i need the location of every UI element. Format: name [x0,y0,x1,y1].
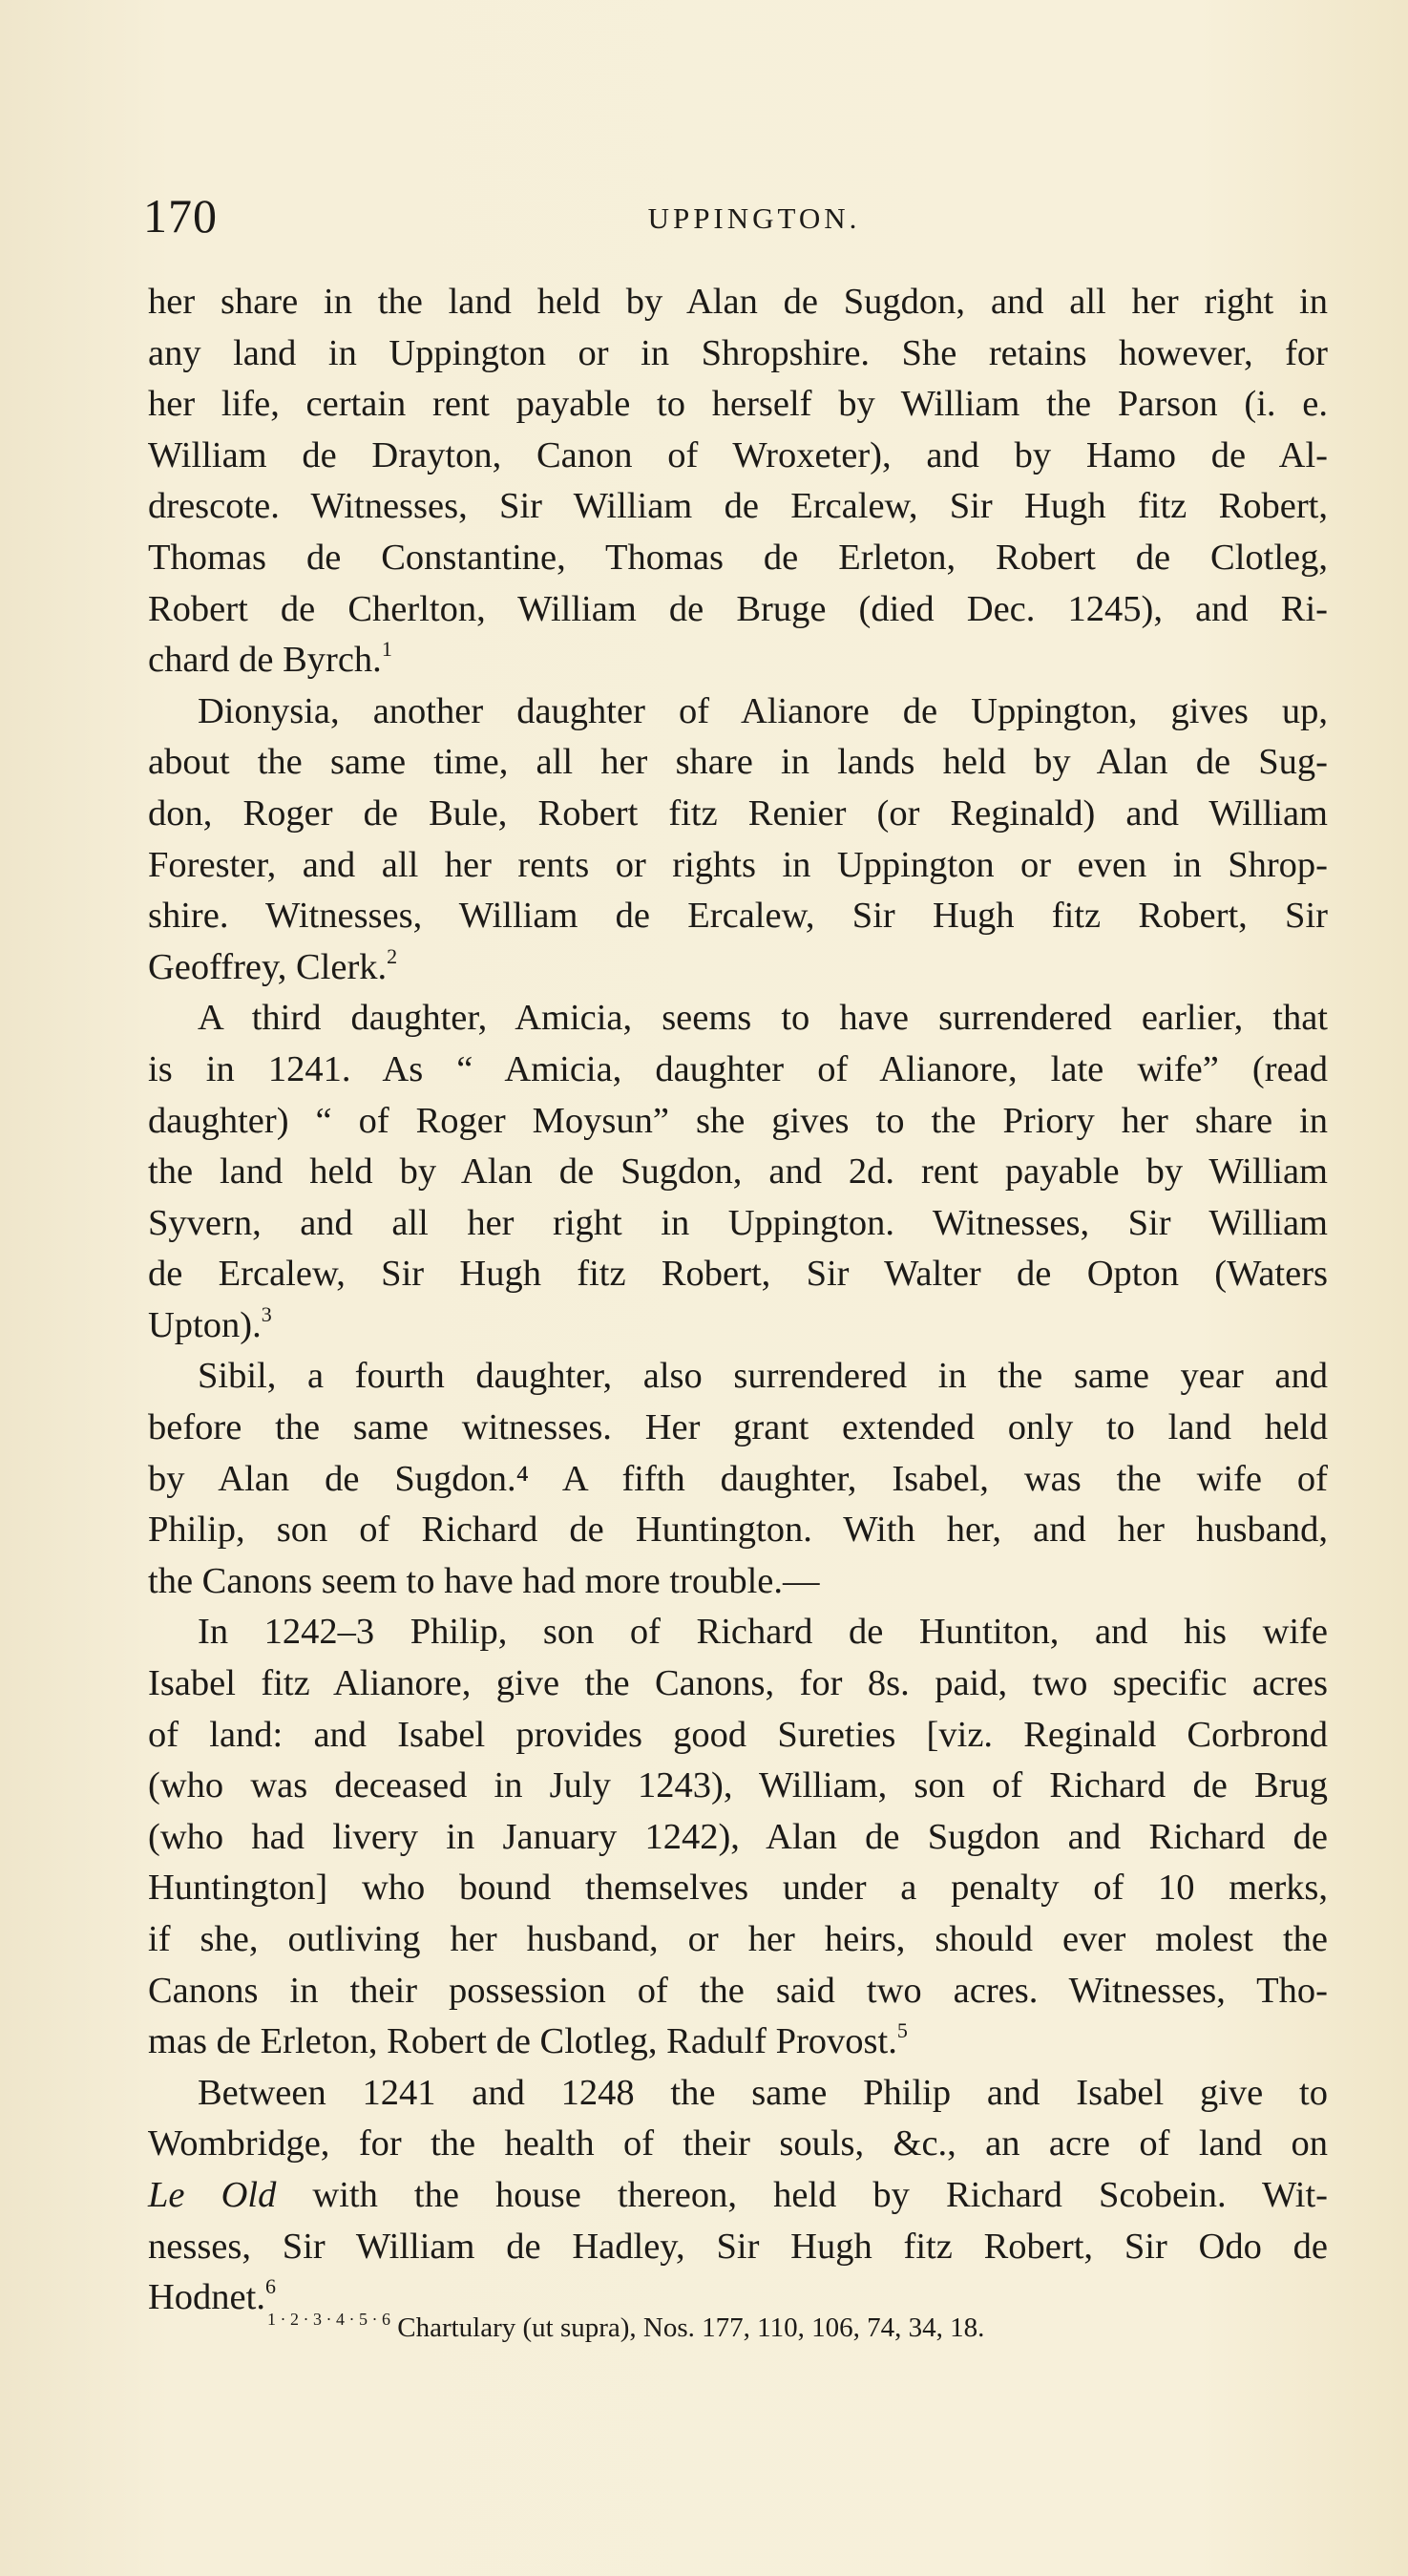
text-line: if she, outliving her husband, or her heirs, should ever molest the [148,1919,1328,1959]
line-text: mas de Erleton, Robert de Clotleg, Radulf Provost. [148,2021,897,2062]
paragraph [148,2068,1328,2324]
text-line: Isabel fitz Alianore, give the Canons, for 8s. paid, two specific acres [148,1663,1328,1704]
text-line: don, Roger de Bule, Robert fitz Renier (or Reginald) and William [148,792,1328,834]
text-line: Canons in their possession of the said two acres. Witnesses, Tho- [148,1970,1328,2011]
text-line: William de Drayton, Canon of Wroxeter), and by Hamo de Al- [148,434,1328,475]
text-line [148,2170,1328,2222]
text-line: Between 1241 and 1248 the same Philip and Isabel give to [198,2072,1328,2113]
text-line: Syvern, and all her right in Uppington. Witnesses, Sir William [148,1202,1328,1243]
text-line: Wombridge, for the health of their souls, &c., an acre of land on [148,2123,1328,2164]
text-line: about the same time, all her share in lands held by Alan de Sug- [148,742,1328,783]
text-line: of land: and Isabel provides good Sureties [viz. Reginald Corbrond [148,1714,1328,1755]
text-line: drescote. Witnesses, Sir William de Ercalew, Sir Hugh fitz Robert, [148,486,1328,527]
text-line: her share in the land held by Alan de Sugdon, and all her right in [148,282,1328,322]
text-line: de Ercalew, Sir Hugh fitz Robert, Sir Walter de Opton (Waters [148,1254,1328,1295]
text-line: daughter) “ of Roger Moysun” she gives to the Priory her share in [148,1100,1328,1141]
text-line: nesses, Sir William de Hadley, Sir Hugh fitz Robert, Sir Odo de [148,2226,1328,2267]
text-line: (who had livery in January 1242), Alan de Sugdon and Richard de [148,1816,1328,1857]
text-line: In 1242–3 Philip, son of Richard de Huntiton, and his wife [198,1612,1328,1653]
text-line: is in 1241. As “ Amicia, daughter of Alianore, late wife” (read [148,1048,1328,1089]
text-line [148,1300,1328,1352]
text-line [148,942,1328,994]
paragraph [148,277,1328,686]
text-line: Robert de Cherlton, William de Bruge (died Dec. 1245), and Ri- [148,588,1328,629]
footnote-ref: 6 [264,2274,276,2299]
text-line: any land in Uppington or in Shropshire. She retains however, for [148,332,1328,373]
text-line: A third daughter, Amicia, seems to have surrendered earlier, that [198,998,1328,1039]
footnote-ref: 2 [387,943,398,968]
paragraph [148,686,1328,994]
footnote-ref: 1 [381,637,392,662]
footnote-ref: 5 [896,2018,908,2043]
line-text: Geoffrey, Clerk. [148,946,388,987]
italic-place-name: Le Old [148,2174,277,2215]
footnote-marks: 1 · 2 · 3 · 4 · 5 · 6 [267,2310,390,2330]
line-text: Upton). [148,1304,262,1345]
text-line: Sibil, a fourth daughter, also surrendered in the same year and [198,1356,1328,1397]
text-line: her life, certain rent payable to herself by William the Parson (i. e. [148,384,1328,425]
footnote-ref: 3 [261,1302,272,1327]
text-line: Dionysia, another daughter of Alianore de Uppington, gives up, [198,690,1328,731]
text-line: by Alan de Sugdon.⁴ A fifth daughter, Isabel, was the wife of [148,1458,1328,1499]
footnote-text: Chartulary (ut supra), Nos. 177, 110, 106, 74, 34, 18. [397,2312,985,2343]
paragraph [148,993,1328,1351]
paragraph [148,1607,1328,2067]
text-line: Huntington] who bound themselves under a penalty of 10 merks, [148,1868,1328,1909]
text-line [148,635,1328,686]
text-line: Forester, and all her rents or rights in Uppington or even in Shrop- [148,844,1328,885]
text-line: the land held by Alan de Sugdon, and 2d. rent payable by William [148,1151,1328,1193]
line-text: Hodnet. [148,2277,265,2318]
text-line: (who was deceased in July 1243), William, son of Richard de Brug [148,1765,1328,1806]
line-text: with the house thereon, held by Richard Scobein. Wit- [276,2174,1328,2215]
page-header [143,187,1327,244]
page-number: 170 [143,189,218,243]
text-line: before the same witnesses. Her grant extended only to land held [148,1407,1328,1448]
text-line: Thomas de Constantine, Thomas de Erleton, Robert de Clotleg, [148,537,1328,578]
footnote [267,2309,1203,2347]
text-line [148,2016,1328,2068]
running-head: UPPINGTON. [647,201,861,235]
paragraph [148,1351,1328,1607]
body-text [148,277,1328,2324]
text-line: shire. Witnesses, William de Ercalew, Sir Hugh fitz Robert, Sir [148,896,1328,937]
line-text: chard de Byrch. [148,640,382,681]
text-line: Philip, son of Richard de Huntington. With her, and her husband, [148,1510,1328,1551]
text-line: the Canons seem to have had more trouble.— [148,1560,820,1601]
